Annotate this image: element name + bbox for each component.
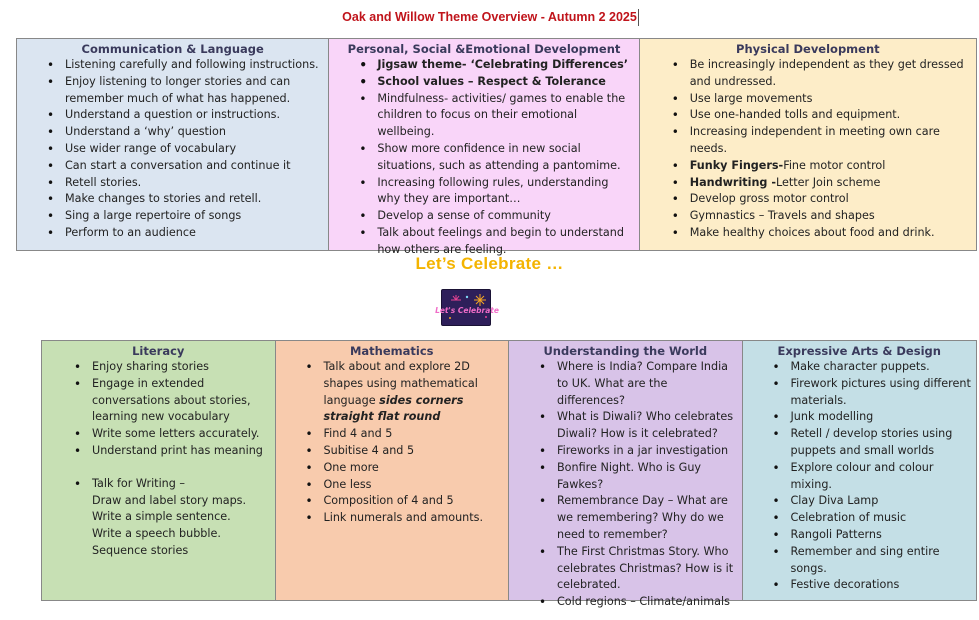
list-item: • Bonfire Night. Who is Guy Fawkes?: [557, 460, 738, 494]
pse-title: Personal, Social &Emotional Development: [347, 42, 621, 56]
list-item: • Sing a large repertoire of songs: [65, 208, 324, 225]
list-item: [690, 175, 972, 192]
list-item: • Retell stories.: [65, 175, 324, 192]
arts-box: [743, 341, 977, 600]
list-item: • Use large movements: [690, 91, 972, 108]
list-item: • Talk about feelings and begin to understand how others are feeling.: [377, 225, 634, 259]
list-item: • Show more confidence in new social situations, such as attending a pantomime.: [377, 141, 634, 175]
text-cursor: [638, 9, 639, 26]
list-item: • Enjoy listening to longer stories and can remember much of what has happened.: [65, 74, 324, 108]
maths-shapes-text: Talk about and explore 2D shapes using mathematical language: [323, 360, 478, 407]
list-item: • Make healthy choices about food and drink.: [690, 225, 972, 242]
literacy-title: Literacy: [132, 344, 185, 358]
document-title: Oak and Willow Theme Overview - Autumn 2 2025: [342, 10, 637, 24]
list-item: • What is Diwali? Who celebrates Diwali? How is it celebrated?: [557, 409, 738, 443]
world-title: Understanding the World: [543, 344, 708, 358]
list-item: • Cold regions – Climate/animals: [557, 594, 738, 611]
list-item: • Can start a conversation and continue it: [65, 158, 324, 175]
list-item: • Firework pictures using different materials.: [791, 376, 973, 410]
list-item: • Link numerals and amounts.: [324, 510, 505, 527]
literacy-list: [42, 359, 275, 560]
list-item: • Gymnastics – Travels and shapes: [690, 208, 972, 225]
list-item: Write a simple sentence.: [92, 510, 231, 524]
list-item: • Make changes to stories and retell.: [65, 191, 324, 208]
fireworks-celebration-logo: [435, 289, 499, 326]
list-item: • The First Christmas Story. Who celebrates Christmas? How is it celebrated.: [557, 544, 738, 594]
list-item: • Increasing following rules, understanding why they are important…: [377, 175, 634, 209]
world-list: [509, 359, 742, 611]
maths-shapes-vocab: sides corners straight flat round: [323, 393, 464, 424]
bottom-row: [41, 340, 977, 609]
list-item: • Clay Diva Lamp: [791, 493, 973, 510]
list-item: • Be increasingly independent as they get dressed and undressed.: [690, 57, 972, 91]
list-item: • Remembrance Day – What are we remembering? Why do we need to remember?: [557, 493, 738, 543]
list-item: • Remember and sing entire songs.: [791, 544, 973, 578]
maths-shapes-item: [324, 359, 505, 426]
item-text: Fine motor control: [783, 158, 886, 172]
item-text: Letter Join scheme: [775, 175, 881, 189]
list-item: • Festive decorations: [791, 577, 973, 594]
physical-list: [640, 57, 976, 242]
communication-box: [17, 39, 329, 250]
list-item: • Engage in extended conversations about stories, learning new vocabulary: [92, 376, 271, 426]
physical-title: Physical Development: [736, 42, 880, 56]
list-item: • Enjoy sharing stories: [92, 359, 271, 376]
list-item: • Write some letters accurately.: [92, 426, 271, 443]
bold-label: Funky Fingers-: [689, 158, 784, 172]
pse-jigsaw-item: • Jigsaw theme- ‘Celebrating Differences’: [377, 57, 634, 74]
maths-box: [276, 341, 510, 600]
list-item: • Develop a sense of community: [377, 208, 634, 225]
list-item: • Fireworks in a jar investigation: [557, 443, 738, 460]
list-item: • Understand print has meaning: [92, 443, 271, 460]
list-item: • Understand a question or instructions.: [65, 107, 324, 124]
list-item: • Composition of 4 and 5: [324, 493, 505, 510]
list-item: • Develop gross motor control: [690, 191, 972, 208]
list-item: • Make character puppets.: [791, 359, 973, 376]
arts-title: Expressive Arts & Design: [777, 344, 941, 358]
list-item: [690, 158, 972, 175]
pse-list: [329, 57, 638, 259]
communication-title: Communication & Language: [81, 42, 264, 56]
list-item: • Junk modelling: [791, 409, 973, 426]
list-item: • Celebration of music: [791, 510, 973, 527]
physical-box: [640, 39, 976, 250]
pse-values-item: • School values – Respect & Tolerance: [377, 74, 634, 91]
list-item: • Use one-handed tolls and equipment.: [690, 107, 972, 124]
pse-box: [329, 39, 639, 256]
talk-for-writing-item: • Talk for Writing –: [92, 476, 271, 493]
list-item: Sequence stories: [92, 543, 189, 557]
list-item: • One less: [324, 477, 505, 494]
celebrate-heading: Let’s Celebrate …: [415, 254, 564, 273]
list-item: • Listening carefully and following instructions.: [65, 57, 324, 74]
list-item: • Perform to an audience: [65, 225, 324, 242]
maths-title: Mathematics: [349, 344, 434, 358]
bold-label: Handwriting -: [689, 175, 776, 189]
list-item: • Subitise 4 and 5: [324, 443, 505, 460]
literacy-box: [42, 341, 276, 600]
logo-caption: Let's Celebrate: [435, 306, 499, 315]
list-item: • Mindfulness- activities/ games to enable the children to focus on their emotional wellbeing.: [377, 91, 634, 141]
maths-list: [276, 359, 509, 527]
list-item: • Understand a ‘why’ question: [65, 124, 324, 141]
list-item: Write a speech bubble.: [92, 527, 221, 541]
list-item: • Where is India? Compare India to UK. What are the differences?: [557, 359, 738, 409]
list-item: • Explore colour and colour mixing.: [791, 460, 973, 494]
list-item: • Rangoli Patterns: [791, 527, 973, 544]
arts-list: [743, 359, 977, 594]
list-item: • One more: [324, 460, 505, 477]
list-item: • Increasing independent in meeting own care needs.: [690, 124, 972, 158]
list-item: • Retell / develop stories using puppets and small worlds: [791, 426, 973, 460]
list-item: • Use wider range of vocabulary: [65, 141, 324, 158]
list-item: Draw and label story maps.: [92, 493, 247, 507]
communication-list: [17, 57, 328, 242]
world-box: [509, 341, 743, 609]
list-item: • Find 4 and 5: [324, 426, 505, 443]
top-row: [16, 38, 977, 256]
